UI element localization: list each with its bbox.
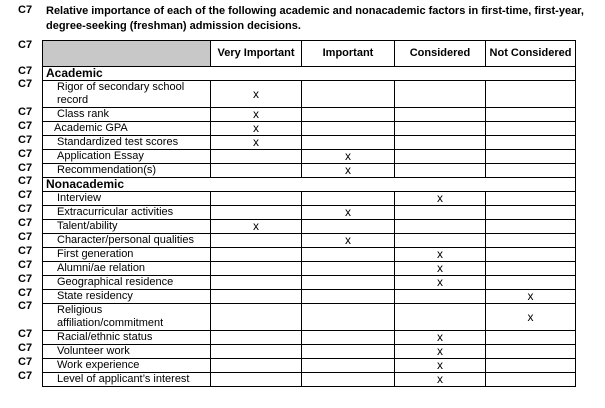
- row-code: C7: [18, 355, 33, 368]
- cell-not-considered: [486, 220, 576, 234]
- cell-considered: [395, 304, 486, 331]
- table-row: [43, 220, 576, 234]
- cell-very-important: [211, 206, 302, 220]
- cell-not-considered: [486, 331, 576, 345]
- cell-considered: [395, 220, 486, 234]
- factor-label: Application Essay: [43, 150, 211, 164]
- admission-factors-table: [42, 40, 576, 387]
- factor-label: Interview: [43, 192, 211, 206]
- cell-not-considered: [486, 345, 576, 359]
- factor-label: Academic GPA: [43, 122, 211, 136]
- cell-considered: x: [395, 262, 486, 276]
- cell-important: [302, 262, 395, 276]
- cell-important: [302, 359, 395, 373]
- table-row: [43, 108, 576, 122]
- header-row: [43, 41, 576, 67]
- question-title: Relative importance of each of the following academic and nonacademic factors in first-time, first-year, degree-seeking (freshman) admission decisions.: [46, 5, 584, 32]
- factor-label: Work experience: [43, 359, 211, 373]
- cell-important: [302, 122, 395, 136]
- cell-considered: [395, 206, 486, 220]
- cell-considered: [395, 234, 486, 248]
- table-row: [43, 345, 576, 359]
- question-header: [0, 4, 605, 38]
- row-code: C7: [18, 272, 33, 285]
- factor-label: Character/personal qualities: [43, 234, 211, 248]
- row-code: C7: [18, 230, 33, 243]
- cell-not-considered: [486, 359, 576, 373]
- table-row: [43, 206, 576, 220]
- column-header-very-important: Very Important: [211, 41, 302, 67]
- row-code: C7: [18, 175, 33, 187]
- cell-considered: [395, 164, 486, 178]
- cell-considered: [395, 150, 486, 164]
- cell-considered: x: [395, 373, 486, 387]
- cell-important: [302, 304, 395, 331]
- cell-very-important: [211, 262, 302, 276]
- row-code: C7: [18, 202, 33, 215]
- section-heading: Nonacademic: [43, 178, 576, 192]
- row-code: C7: [18, 341, 33, 354]
- row-code: C7: [18, 216, 33, 229]
- factor-label: Class rank: [43, 108, 211, 122]
- cell-not-considered: [486, 248, 576, 262]
- cell-not-considered: x: [486, 290, 576, 304]
- cell-important: x: [302, 164, 395, 178]
- table-row: [43, 164, 576, 178]
- cell-important: [302, 331, 395, 345]
- table-row: [43, 359, 576, 373]
- cell-not-considered: [486, 373, 576, 387]
- column-header-important: Important: [302, 41, 395, 67]
- table-row: [43, 304, 576, 331]
- table-row: [43, 81, 576, 108]
- row-code: C7: [18, 188, 33, 201]
- cell-important: x: [302, 150, 395, 164]
- row-code: C7: [18, 39, 33, 51]
- factor-label: Alumni/ae relation: [43, 262, 211, 276]
- row-code: C7: [18, 244, 33, 257]
- section-row: [43, 178, 576, 192]
- row-code: C7: [18, 119, 33, 132]
- cell-not-considered: [486, 164, 576, 178]
- row-code: C7: [18, 65, 33, 77]
- section-row: [43, 67, 576, 81]
- cell-important: [302, 81, 395, 108]
- cell-important: [302, 373, 395, 387]
- cell-not-considered: [486, 108, 576, 122]
- cell-considered: [395, 290, 486, 304]
- factor-label: Racial/ethnic status: [43, 331, 211, 345]
- cell-very-important: x: [211, 136, 302, 150]
- section-heading: Academic: [43, 67, 576, 81]
- row-code: C7: [18, 161, 33, 174]
- cell-very-important: x: [211, 81, 302, 108]
- cell-not-considered: [486, 122, 576, 136]
- cell-considered: x: [395, 248, 486, 262]
- cell-important: [302, 345, 395, 359]
- factor-label: Talent/ability: [43, 220, 211, 234]
- row-code: C7: [18, 133, 33, 146]
- cell-important: [302, 136, 395, 150]
- factor-label: Religious affiliation/commitment: [43, 304, 211, 331]
- header-blank-cell: [43, 41, 211, 67]
- factor-label: Standardized test scores: [43, 136, 211, 150]
- cell-considered: [395, 81, 486, 108]
- factor-label: Level of applicant’s interest: [43, 373, 211, 387]
- cell-considered: x: [395, 192, 486, 206]
- row-code: C7: [18, 78, 33, 90]
- cell-very-important: x: [211, 108, 302, 122]
- cell-not-considered: [486, 150, 576, 164]
- factor-label: Geographical residence: [43, 276, 211, 290]
- row-code: C7: [18, 327, 33, 340]
- table-row: [43, 373, 576, 387]
- row-code: C7: [18, 258, 33, 271]
- cell-important: [302, 192, 395, 206]
- cell-considered: [395, 108, 486, 122]
- question-code: C7: [18, 4, 33, 16]
- cell-considered: x: [395, 276, 486, 290]
- cell-very-important: [211, 304, 302, 331]
- table-row: [43, 290, 576, 304]
- cell-considered: [395, 122, 486, 136]
- table-row: [43, 248, 576, 262]
- cell-important: [302, 290, 395, 304]
- cell-very-important: x: [211, 220, 302, 234]
- cell-not-considered: [486, 81, 576, 108]
- cell-very-important: [211, 248, 302, 262]
- cell-very-important: [211, 276, 302, 290]
- cell-important: [302, 108, 395, 122]
- cell-considered: x: [395, 331, 486, 345]
- cell-not-considered: [486, 276, 576, 290]
- row-code: C7: [18, 147, 33, 160]
- cell-very-important: [211, 150, 302, 164]
- row-code: C7: [18, 286, 33, 299]
- row-code: C7: [18, 369, 33, 382]
- cell-very-important: [211, 192, 302, 206]
- factor-label: Recommendation(s): [43, 164, 211, 178]
- row-code: C7: [18, 105, 33, 118]
- factor-label: State residency: [43, 290, 211, 304]
- cell-not-considered: x: [486, 304, 576, 331]
- cell-important: x: [302, 234, 395, 248]
- table-row: [43, 331, 576, 345]
- cell-very-important: [211, 373, 302, 387]
- cell-considered: x: [395, 345, 486, 359]
- cell-very-important: [211, 345, 302, 359]
- table-row: [43, 276, 576, 290]
- cell-important: [302, 220, 395, 234]
- cell-important: x: [302, 206, 395, 220]
- table-row: [43, 150, 576, 164]
- column-header-not-considered: Not Considered: [486, 41, 576, 67]
- row-code: C7: [18, 300, 33, 312]
- factor-label: Rigor of secondary school record: [43, 81, 211, 108]
- cell-important: [302, 248, 395, 262]
- cell-not-considered: [486, 206, 576, 220]
- cell-very-important: x: [211, 122, 302, 136]
- cell-not-considered: [486, 234, 576, 248]
- cell-not-considered: [486, 192, 576, 206]
- cell-considered: [395, 136, 486, 150]
- cell-very-important: [211, 331, 302, 345]
- table-row: [43, 234, 576, 248]
- cell-not-considered: [486, 262, 576, 276]
- factor-label: Extracurricular activities: [43, 206, 211, 220]
- table-row: [43, 262, 576, 276]
- cell-very-important: [211, 290, 302, 304]
- table-row: [43, 136, 576, 150]
- cell-very-important: [211, 164, 302, 178]
- factor-label: First generation: [43, 248, 211, 262]
- column-header-considered: Considered: [395, 41, 486, 67]
- cell-important: [302, 276, 395, 290]
- cell-considered: x: [395, 359, 486, 373]
- cell-very-important: [211, 234, 302, 248]
- cell-very-important: [211, 359, 302, 373]
- table-row: [43, 192, 576, 206]
- table-row: [43, 122, 576, 136]
- cell-not-considered: [486, 136, 576, 150]
- factor-label: Volunteer work: [43, 345, 211, 359]
